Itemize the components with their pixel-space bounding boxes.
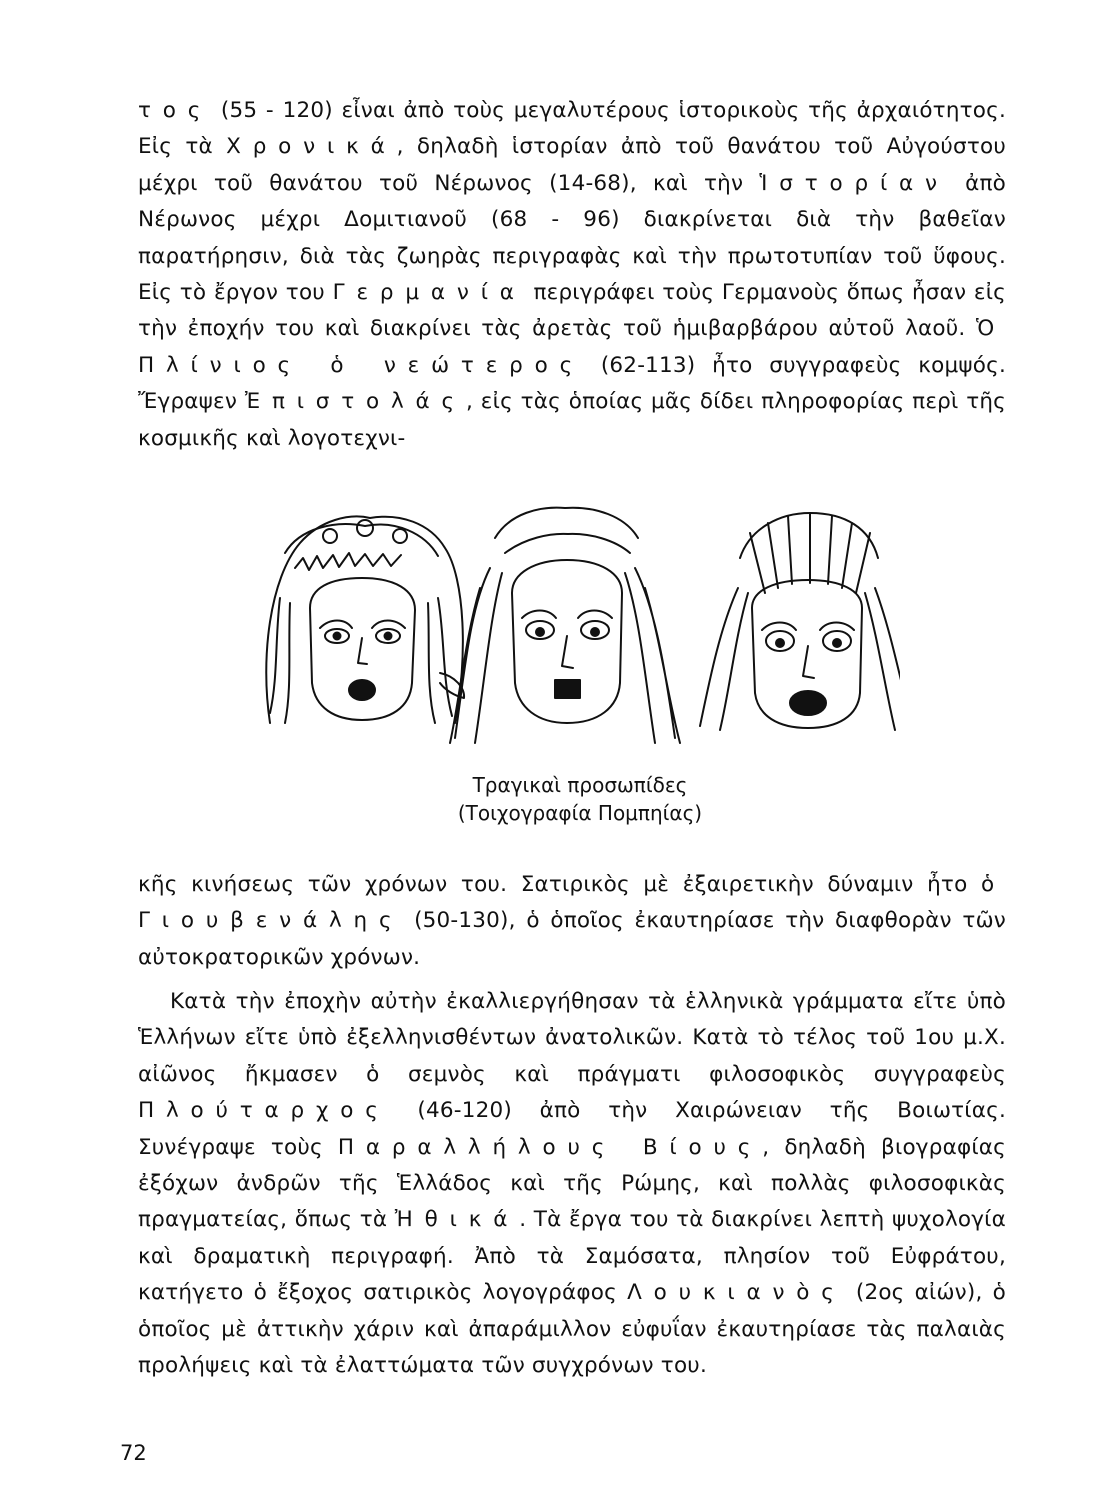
- text-run: τος: [138, 98, 213, 123]
- figure-caption-title: Τραγικαὶ προσωπίδες: [472, 773, 688, 797]
- text-run: , δηλαδὴ ἱστορίαν ἀπὸ τοῦ θανάτου τοῦ Αὐγούστου μέχρι τοῦ θανάτου τοῦ Νέρωνος (14-68), καὶ τὴν: [138, 134, 1006, 196]
- name-plutarch: Πλούταρχος: [138, 1098, 390, 1124]
- title-history: Ἱστορίαν: [759, 170, 949, 196]
- text-run: ἀπὸ Νέρωνος μέχρι Δομιτιανοῦ (68 - 96) διακρίνεται διὰ τὴν βαθεῖαν παρατήρησιν, διὰ τὰς ζωηρὰς περιγραφὰς καὶ τὴν πρωτοτυπίαν τοῦ ὕφους. Εἰς τὸ ἔργον του: [138, 170, 1007, 306]
- name-lucian: Λουκιανὸς: [627, 1280, 846, 1306]
- text-run: (2ος αἰών), ὁ ὁποῖος μὲ ἀττικὴν χάριν καὶ ἀπαράμιλλον εὐφυΐαν ἐκαυτηρίασε τὰς παλαιὰς προλήψεις καὶ τὰ ἐλαττώματα τῶν συγχρόνων του.: [138, 1280, 1006, 1379]
- text-run: . Τὰ ἔργα του τὰ διακρίνει λεπτὴ ψυχολογία καὶ δραματικὴ περιγραφή. Ἀπὸ τὰ Σαμόσατα, πλησίον τοῦ Εὐφράτου, κατήγετο ὁ ἔξοχος σατιρικὸς λογογράφος: [138, 1207, 1006, 1306]
- name-pliny: Ὁ Πλίνιος ὁ νεώτερος: [138, 316, 1006, 378]
- text-run: (46-120) ἀπὸ τὴν Χαιρώνειαν τῆς Βοιωτίας. Συνέγραψε τοὺς: [138, 1098, 1006, 1160]
- text-run: κῆς κινήσεως τῶν χρόνων του. Σατιρικὸς μὲ ἐξαιρετικὴν δύναμιν ἦτο: [138, 872, 982, 897]
- title-chronicles: Χρονικά: [226, 134, 397, 160]
- paragraph-3: [138, 984, 1006, 1384]
- title-parallel-lives: Παραλλήλους Βίους: [337, 1134, 763, 1160]
- title-moralia: Ἠθικά: [394, 1207, 520, 1233]
- text-run: (50-130), ὁ ὁποῖος ἐκαυτηρίασε τὴν διαφθορὰν τῶν αὐτοκρατορικῶν χρόνων.: [138, 908, 1006, 970]
- paragraph-2: [138, 867, 1006, 976]
- tragic-mask-1: [266, 516, 464, 723]
- text-run: (55 - 120) εἶναι ἀπὸ τοὺς μεγαλυτέρους ἱστορικοὺς τῆς ἀρχαιότητος. Εἰς τὰ: [138, 98, 1006, 160]
- figure-caption-source: (Τοιχογραφία Πομπηίας): [457, 801, 703, 825]
- text-run: , δηλαδὴ βιογραφίας ἐξόχων ἀνδρῶν τῆς Ἑλλάδος καὶ τῆς Ρώμης, καὶ πολλὰς φιλοσοφικὰς πραγματείας, ὅπως τὰ: [138, 1134, 1006, 1233]
- text-run: Κατὰ τὴν ἐποχὴν αὐτὴν ἐκαλλιεργήθησαν τὰ ἑλληνικὰ γράμματα εἴτε ὑπὸ Ἑλλήνων εἴτε ὑπὸ ἐξελληνισθέντων ἀνατολικῶν. Κατὰ τὸ τέλος τοῦ 1ου μ.Χ. αἰῶνος ἤκμασεν ὁ σεμνὸς καὶ πράγματι φιλοσοφικὸς συγγραφεὺς: [138, 989, 1006, 1087]
- name-juvenal: ὁ Γιουβενάλης: [138, 872, 1006, 934]
- title-letters: Ἐπιστολάς: [244, 389, 466, 415]
- text-run: (62-113) ἦτο συγγραφεὺς κομψός. Ἔγραψεν: [138, 352, 1006, 415]
- title-germania: Γερμανία: [332, 280, 526, 306]
- text-run: , εἰς τὰς ὁποίας μᾶς δίδει πληροφορίας περὶ τῆς κοσμικῆς καὶ λογοτεχνι-: [138, 389, 1006, 451]
- page-number: 72: [120, 1441, 147, 1465]
- tragic-masks-figure: [240, 498, 900, 760]
- tragic-mask-3: [700, 513, 900, 730]
- tragic-mask-2: [450, 508, 680, 743]
- tragic-masks-illustration: [240, 498, 900, 760]
- text-run: περιγράφει τοὺς Γερμανοὺς ὅπως ἦσαν εἰς τὴν ἐποχήν του καὶ διακρίνει τὰς ἀρετὰς τοῦ ἡμιβαρβάρου αὐτοῦ λαοῦ.: [138, 280, 1006, 342]
- paragraph-1: [138, 93, 1006, 457]
